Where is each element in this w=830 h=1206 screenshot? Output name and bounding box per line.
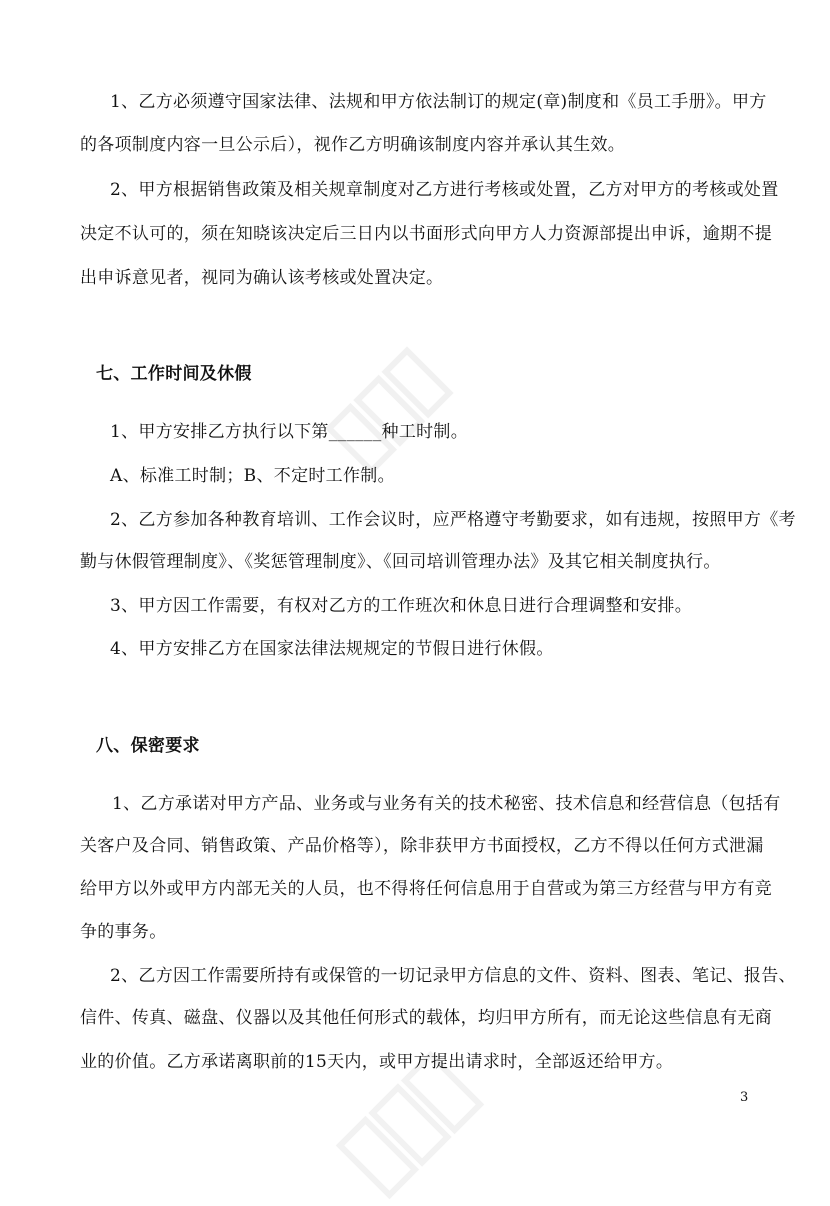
list-item: 3、甲方因工作需要，有权对乙方的工作班次和休息日进行合理调整和安排。	[110, 596, 693, 616]
paragraph-line: 1、乙方承诺对甲方产品、业务或与业务有关的技术秘密、技术信息和经营信息（包括有	[112, 794, 781, 814]
paragraph-line: 2、乙方参加各种教育培训、工作会议时，应严格遵守考勤要求，如有违规，按照甲方《考	[110, 510, 796, 530]
section-heading: 七、工作时间及休假	[96, 364, 252, 384]
paragraph-line: 给甲方以外或甲方内部无关的人员，也不得将任何信息用于自营或为第三方经营与甲方有竞	[80, 879, 772, 899]
section-heading: 八、保密要求	[96, 736, 200, 756]
page-number: 3	[740, 1090, 749, 1105]
paragraph-line: 业的价值。乙方承诺离职前的15天内，或甲方提出请求时，全部返还给甲方。	[80, 1052, 674, 1072]
paragraph-line: 的各项制度内容一旦公示后），视作乙方明确该制度内容并承认其生效。	[80, 135, 626, 155]
paragraph-line: 2、甲方根据销售政策及相关规章制度对乙方进行考核或处置，乙方对甲方的考核或处置	[110, 180, 779, 200]
paragraph-line: 决定不认可的，须在知晓该决定后三日内以书面形式向甲方人力资源部提出申诉，逾期不提	[80, 224, 772, 244]
watermark-icon	[319, 339, 460, 480]
paragraph-line: 出申诉意见者，视同为确认该考核或处置决定。	[80, 268, 444, 288]
paragraph-line: 争的事务。	[80, 922, 167, 942]
paragraph-line: 信件、传真、磁盘、仪器以及其他任何形式的载体，均归甲方所有，而无论这些信息有无商	[80, 1008, 772, 1028]
list-item: 1、甲方安排乙方执行以下第______种工时制。	[110, 422, 469, 442]
paragraph-line: 勤与休假管理制度》、《奖惩管理制度》、《回司培训管理办法》及其它相关制度执行。	[80, 552, 721, 572]
paragraph-line: 1、乙方必须遵守国家法律、法规和甲方依法制订的规定(章)制度和《员工手册》。甲方	[110, 92, 767, 112]
paragraph-line: 2、乙方因工作需要所持有或保管的一切记录甲方信息的文件、资料、图表、笔记、报告、	[110, 966, 796, 986]
paragraph-line: 关客户及合同、销售政策、产品价格等），除非获甲方书面授权，乙方不得以任何方式泄漏	[80, 836, 764, 856]
list-item: 4、甲方安排乙方在国家法律法规规定的节假日进行休假。	[110, 639, 554, 659]
list-item: A、标准工时制；B、不定时工作制。	[110, 466, 395, 486]
